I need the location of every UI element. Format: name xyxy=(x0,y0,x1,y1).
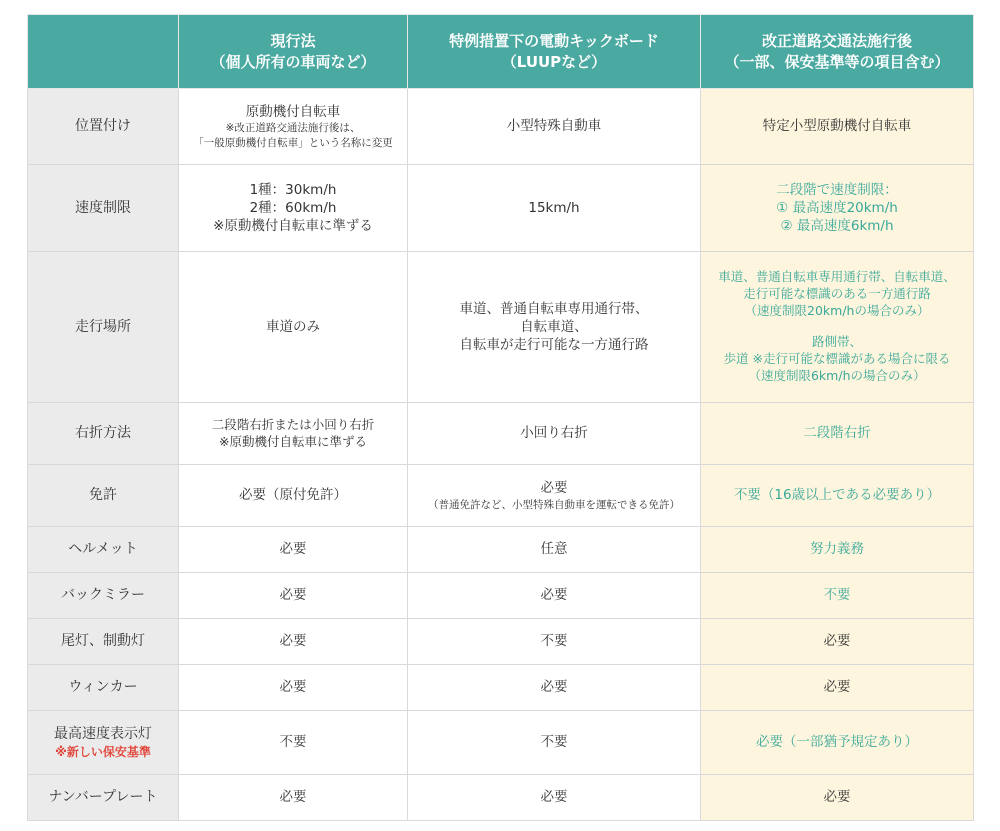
cell-special-measure xyxy=(408,252,701,403)
row-label: 右折方法 xyxy=(28,403,179,465)
table-row xyxy=(28,403,974,465)
new-standard-note: ※新しい保安基準 xyxy=(55,744,151,759)
cell-text-line: 1種：30km/h xyxy=(249,181,337,198)
header-special-measure-title: 特例措置下の電動キックボード xyxy=(449,32,659,51)
cell-revised-law: 二段階右折 xyxy=(701,403,974,465)
cell-note: （普通免許など、小型特殊自動車を運転できる免許） xyxy=(428,498,680,511)
cell-note: 「一般原動機付自転車」という名称に変更 xyxy=(193,136,393,149)
row-label: ウィンカー xyxy=(28,665,179,711)
header-corner xyxy=(28,15,179,89)
cell-current-law: 必要（原付免許） xyxy=(179,465,408,527)
cell-revised-law: 必要（一部猶予規定あり） xyxy=(701,711,974,775)
cell-special-measure: 小型特殊自動車 xyxy=(408,89,701,165)
header-current-law xyxy=(179,15,408,89)
cell-revised-law: 必要 xyxy=(701,665,974,711)
cell-text-line: 二段階で速度制限： xyxy=(776,181,898,198)
cell-main-text: 必要 xyxy=(540,480,568,497)
table-row xyxy=(28,711,974,775)
row-label: 速度制限 xyxy=(28,165,179,252)
row-label: 位置付け xyxy=(28,89,179,165)
cell-text-line: （速度制限6km/hの場合のみ） xyxy=(748,367,926,383)
cell-text-line: 二段階右折または小回り右折 xyxy=(211,416,375,432)
cell-text-line: （速度制限20km/hの場合のみ） xyxy=(744,303,930,319)
table-row xyxy=(28,465,974,527)
cell-current-law: 不要 xyxy=(179,711,408,775)
cell-revised-law: 不要（16歳以上である必要あり） xyxy=(701,465,974,527)
cell-text-line: 車道、普通自転車専用通行帯、 xyxy=(459,300,649,317)
cell-text-line: ① 最高速度20km/h xyxy=(776,199,898,216)
cell-text-line: 歩道 ※走行可能な標識がある場合に限る xyxy=(723,350,951,366)
header-special-measure-sub: （LUUPなど） xyxy=(501,52,607,71)
table-row xyxy=(28,619,974,665)
comparison-table xyxy=(27,14,974,821)
cell-special-measure: 不要 xyxy=(408,619,701,665)
cell-current-law: 必要 xyxy=(179,665,408,711)
table-row xyxy=(28,165,974,252)
row-label: ナンバープレート xyxy=(28,775,179,821)
cell-special-measure xyxy=(408,465,701,527)
cell-text-line: ※原動機付自転車に準ずる xyxy=(219,433,367,449)
cell-note: ※改正道路交通法施行後は、 xyxy=(225,122,361,135)
header-row xyxy=(28,15,974,89)
cell-current-law: 必要 xyxy=(179,573,408,619)
cell-current-law: 車道のみ xyxy=(179,252,408,403)
cell-text-line: 走行可能な標識のある一方通行路 xyxy=(743,286,931,302)
cell-current-law xyxy=(179,165,408,252)
cell-special-measure: 小回り右折 xyxy=(408,403,701,465)
cell-revised-law xyxy=(701,252,974,403)
header-special-measure xyxy=(408,15,701,89)
cell-text-line: 自転車が走行可能な一方通行路 xyxy=(459,337,649,354)
row-label: 尾灯、制動灯 xyxy=(28,619,179,665)
cell-special-measure: 必要 xyxy=(408,775,701,821)
header-revised-law-title: 改正道路交通法施行後 xyxy=(761,32,912,51)
table-row xyxy=(28,665,974,711)
cell-text-line: ② 最高速度6km/h xyxy=(780,218,894,235)
cell-text-line: 路側帯、 xyxy=(811,334,862,349)
cell-main-text: 原動機付自転車 xyxy=(245,104,341,121)
table-row xyxy=(28,89,974,165)
cell-text-line: 自転車道、 xyxy=(520,318,588,335)
row-label: 走行場所 xyxy=(28,252,179,403)
cell-revised-law: 必要 xyxy=(701,775,974,821)
cell-text-line: ※原動機付自転車に準ずる xyxy=(213,218,373,235)
cell-revised-law: 努力義務 xyxy=(701,527,974,573)
table-row xyxy=(28,775,974,821)
table-row xyxy=(28,252,974,403)
header-current-law-sub: （個人所有の車両など） xyxy=(210,52,376,71)
row-label: ヘルメット xyxy=(28,527,179,573)
header-revised-law xyxy=(701,15,974,89)
cell-revised-law: 特定小型原動機付自転車 xyxy=(701,89,974,165)
cell-current-law xyxy=(179,89,408,165)
cell-special-measure: 15km/h xyxy=(408,165,701,252)
cell-current-law: 必要 xyxy=(179,527,408,573)
row-label-text: 最高速度表示灯 xyxy=(54,725,152,742)
row-label xyxy=(28,711,179,775)
header-revised-law-sub: （一部、保安基準等の項目含む） xyxy=(724,52,950,71)
comparison-table-container xyxy=(27,14,973,821)
cell-text-line: 車道、普通自転車専用通行帯、自転車道、 xyxy=(718,269,956,285)
cell-revised-law: 不要 xyxy=(701,573,974,619)
header-current-law-title: 現行法 xyxy=(270,32,316,51)
cell-revised-law xyxy=(701,165,974,252)
table-row xyxy=(28,527,974,573)
cell-revised-law: 必要 xyxy=(701,619,974,665)
row-label: バックミラー xyxy=(28,573,179,619)
cell-current-law xyxy=(179,403,408,465)
cell-special-measure: 不要 xyxy=(408,711,701,775)
spacer xyxy=(707,320,967,334)
row-label: 免許 xyxy=(28,465,179,527)
cell-special-measure: 必要 xyxy=(408,665,701,711)
cell-text-line: 2種：60km/h xyxy=(249,199,337,216)
cell-special-measure: 必要 xyxy=(408,573,701,619)
cell-current-law: 必要 xyxy=(179,775,408,821)
cell-special-measure: 任意 xyxy=(408,527,701,573)
table-row xyxy=(28,573,974,619)
cell-current-law: 必要 xyxy=(179,619,408,665)
